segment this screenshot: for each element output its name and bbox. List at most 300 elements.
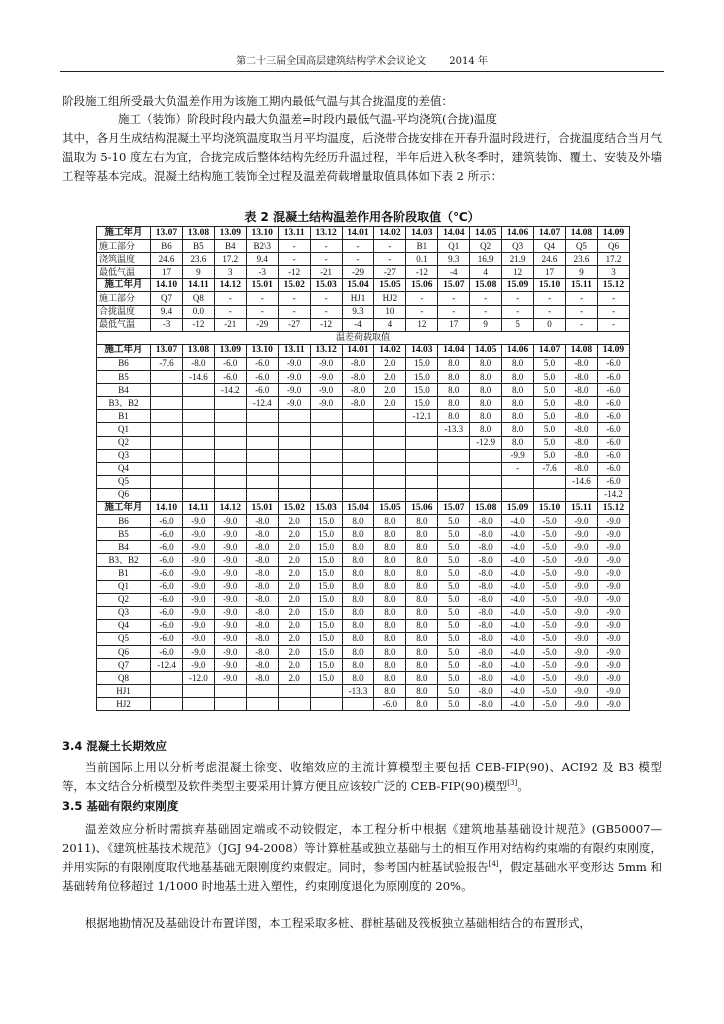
row-label: Q1 [97, 423, 151, 436]
row-label: 施工年月 [97, 344, 151, 357]
table-cell: 8.0 [406, 619, 438, 632]
table-row [97, 240, 630, 253]
table-cell [342, 436, 374, 449]
table-cell: - [214, 305, 246, 318]
table-cell: 8.0 [374, 646, 406, 659]
table-cell: -8.0 [470, 593, 502, 606]
table-cell: 0 [534, 318, 566, 331]
table-cell: 15.07 [438, 501, 470, 514]
table-cell: Q5 [565, 240, 597, 253]
table-cell: -14.2 [597, 488, 629, 501]
table-cell: 8.0 [374, 515, 406, 528]
table-cell: Q4 [534, 240, 566, 253]
page-header [60, 56, 664, 72]
table-cell: - [565, 318, 597, 331]
table-cell: 14.08 [565, 344, 597, 357]
table-cell: - [246, 305, 278, 318]
table-cell: -5.0 [534, 515, 566, 528]
table-cell: 15.0 [310, 659, 342, 672]
table-cell: -3 [246, 266, 278, 279]
table-cell: -6.0 [597, 449, 629, 462]
table-cell: 5.0 [438, 554, 470, 567]
table-cell: -8.0 [246, 646, 278, 659]
table-cell: 5.0 [534, 397, 566, 410]
table-cell: -5.0 [534, 528, 566, 541]
table-cell: Q7 [151, 292, 183, 305]
table-cell: -9.0 [565, 554, 597, 567]
table-cell: -6.0 [214, 357, 246, 370]
table-cell: 8.0 [374, 567, 406, 580]
table-cell: 14.07 [534, 227, 566, 240]
span-row [97, 331, 630, 344]
table-row [97, 266, 630, 279]
table-cell: -9.0 [182, 554, 214, 567]
table-cell: -9.0 [565, 541, 597, 554]
intro-line: 阶段施工组所受最大负温差作用为该施工期内最低气温与其合拢温度的差值： [62, 94, 453, 108]
table-cell: -6.0 [597, 357, 629, 370]
table-cell: 17 [151, 266, 183, 279]
table-cell: 24.6 [534, 253, 566, 266]
table-cell: 8.0 [438, 384, 470, 397]
table-cell: -6.0 [151, 619, 183, 632]
table-cell [438, 462, 470, 475]
table-cell: 15.0 [310, 580, 342, 593]
table-cell [278, 698, 310, 711]
table-cell [278, 423, 310, 436]
table-cell: -6.0 [246, 384, 278, 397]
table-cell: 17.2 [597, 253, 629, 266]
table-cell: 21.9 [502, 253, 534, 266]
table-row [97, 619, 630, 632]
table-cell [151, 384, 183, 397]
table-cell: 15.07 [438, 279, 470, 292]
table-cell: 14.04 [438, 344, 470, 357]
table-cell [534, 488, 566, 501]
table-cell: 2.0 [374, 371, 406, 384]
table-cell [151, 672, 183, 685]
table-cell [310, 423, 342, 436]
table-cell: -29 [246, 318, 278, 331]
table-cell: 8.0 [374, 619, 406, 632]
table-cell: 8.0 [406, 528, 438, 541]
table-cell: -9.0 [278, 384, 310, 397]
table-cell: 5.0 [438, 541, 470, 554]
table-cell [406, 436, 438, 449]
table-cell: 5.0 [438, 659, 470, 672]
table-cell: -8.0 [246, 659, 278, 672]
table-cell: 2.0 [278, 672, 310, 685]
table-row [97, 423, 630, 436]
table-cell: 8.0 [342, 515, 374, 528]
table-cell: -9.0 [565, 580, 597, 593]
table-cell: Q8 [182, 292, 214, 305]
row-label: HJ1 [97, 685, 151, 698]
table-cell [374, 423, 406, 436]
table-cell: 8.0 [342, 567, 374, 580]
table-cell: -9.0 [214, 632, 246, 645]
table-cell: 8.0 [374, 659, 406, 672]
table-header-row [97, 344, 630, 357]
table-cell: -21 [310, 266, 342, 279]
table-cell: - [534, 292, 566, 305]
table-cell [214, 397, 246, 410]
table-cell: 2.0 [278, 567, 310, 580]
table-cell: 17.2 [214, 253, 246, 266]
table-cell: 8.0 [406, 659, 438, 672]
table-cell: 5.0 [438, 580, 470, 593]
table-cell: 8.0 [374, 541, 406, 554]
table-cell: -14.6 [182, 371, 214, 384]
table-cell: 15.12 [597, 501, 629, 514]
table-cell: -6.0 [246, 357, 278, 370]
table-row [97, 593, 630, 606]
table-cell: -6.0 [374, 698, 406, 711]
row-label: B1 [97, 567, 151, 580]
table-cell: 14.02 [374, 344, 406, 357]
table-cell: -12 [278, 266, 310, 279]
table-cell: 3 [214, 266, 246, 279]
table-cell: 15.0 [310, 541, 342, 554]
section-3-4-title: 3.4 混凝土长期效应 [62, 739, 167, 753]
table-cell: 5.0 [438, 515, 470, 528]
table-cell: -6.0 [151, 554, 183, 567]
table-cell: - [310, 240, 342, 253]
table-cell: 14.11 [182, 501, 214, 514]
table-cell: 5.0 [438, 632, 470, 645]
table-cell: 5.0 [438, 698, 470, 711]
table-cell: 9 [565, 266, 597, 279]
table-cell [438, 436, 470, 449]
table-cell: 24.6 [151, 253, 183, 266]
table-cell: HJ1 [342, 292, 374, 305]
table-cell: - [278, 305, 310, 318]
table-cell: -9.0 [214, 606, 246, 619]
table-cell: - [438, 305, 470, 318]
table-cell: -5.0 [534, 685, 566, 698]
table-row [97, 685, 630, 698]
table-cell: 15.05 [374, 279, 406, 292]
table-cell: 15.04 [342, 279, 374, 292]
table-cell: -9.0 [214, 528, 246, 541]
table-cell [565, 488, 597, 501]
table-cell: 8.0 [374, 685, 406, 698]
table-cell: 15.03 [310, 501, 342, 514]
section-3-5-paragraph-2: 根据地勘情况及基础设计布置详图，本工程采取多桩、群桩基础及筏板独立基础相结合的布置形式， [85, 916, 591, 930]
table-cell: -4 [342, 318, 374, 331]
table-cell: -8.0 [246, 593, 278, 606]
table-cell: 8.0 [406, 515, 438, 528]
table-cell: -5.0 [534, 646, 566, 659]
table-cell: -6.0 [246, 371, 278, 384]
row-label: B6 [97, 357, 151, 370]
row-label: B3、B2 [97, 554, 151, 567]
table-cell: - [278, 240, 310, 253]
table-cell [374, 462, 406, 475]
table-cell: 15.05 [374, 501, 406, 514]
table-cell: 8.0 [342, 554, 374, 567]
table-cell: 14.09 [597, 344, 629, 357]
table-cell: -4.0 [502, 646, 534, 659]
table-cell [151, 397, 183, 410]
table-cell: -4.0 [502, 672, 534, 685]
table-row [97, 698, 630, 711]
table-cell: -6.0 [151, 646, 183, 659]
table-cell [182, 423, 214, 436]
table-row [97, 384, 630, 397]
table-cell: -8.0 [470, 698, 502, 711]
table-cell [406, 449, 438, 462]
table-cell: -9.0 [565, 672, 597, 685]
table-cell: 15.10 [534, 501, 566, 514]
table-cell: 15.0 [310, 632, 342, 645]
table-cell: 4 [470, 266, 502, 279]
table-cell: -4.0 [502, 580, 534, 593]
table-cell [151, 462, 183, 475]
table-cell: 14.04 [438, 227, 470, 240]
table-cell: -6.0 [597, 384, 629, 397]
table-cell: 14.01 [342, 227, 374, 240]
table-cell: - [502, 305, 534, 318]
table-cell [214, 423, 246, 436]
table-cell: 8.0 [502, 384, 534, 397]
table-cell: 15.0 [406, 371, 438, 384]
table-row [97, 515, 630, 528]
table-cell: -8.0 [470, 567, 502, 580]
table-cell [342, 698, 374, 711]
table-cell: -6.0 [151, 515, 183, 528]
table-cell: -9.0 [565, 646, 597, 659]
table-cell [342, 462, 374, 475]
table-cell: 13.10 [246, 227, 278, 240]
row-label: Q5 [97, 632, 151, 645]
table-cell [246, 488, 278, 501]
table-cell [151, 436, 183, 449]
table-cell: - [502, 462, 534, 475]
table-header-row [97, 227, 630, 240]
table-cell: 8.0 [342, 672, 374, 685]
table-cell [278, 488, 310, 501]
table-cell: -9.0 [214, 554, 246, 567]
table-cell: 8.0 [374, 528, 406, 541]
table-cell [246, 462, 278, 475]
table-row [97, 410, 630, 423]
table-row [97, 632, 630, 645]
table-cell: 8.0 [406, 632, 438, 645]
table-cell [310, 410, 342, 423]
table-row [97, 606, 630, 619]
table-cell: -9.0 [278, 371, 310, 384]
table-cell: -6.0 [597, 371, 629, 384]
table-cell: -6.0 [597, 436, 629, 449]
table-cell: -8.0 [470, 659, 502, 672]
table-cell [246, 685, 278, 698]
table-cell [310, 488, 342, 501]
table-cell [182, 436, 214, 449]
table-cell: - [597, 292, 629, 305]
table-cell: -4.0 [502, 515, 534, 528]
table-cell: 8.0 [374, 672, 406, 685]
table-cell: -6.0 [151, 593, 183, 606]
table-cell [246, 423, 278, 436]
table-cell: - [342, 240, 374, 253]
table-cell: -4 [438, 266, 470, 279]
table-cell: 8.0 [406, 593, 438, 606]
table-cell: -8.0 [470, 541, 502, 554]
table-cell: 2.0 [374, 397, 406, 410]
table-row [97, 580, 630, 593]
table-cell: 15.0 [310, 593, 342, 606]
table-cell: 15.0 [310, 606, 342, 619]
table-cell: -9.0 [182, 632, 214, 645]
table-row [97, 436, 630, 449]
table-cell: -9.0 [565, 528, 597, 541]
table-cell: -5.0 [534, 567, 566, 580]
table-cell: -9.0 [278, 397, 310, 410]
row-label: Q4 [97, 462, 151, 475]
table-cell: -8.0 [246, 672, 278, 685]
table-header-row [97, 279, 630, 292]
table-cell: 5.0 [534, 371, 566, 384]
table-cell: - [565, 305, 597, 318]
table-row [97, 253, 630, 266]
table-cell [278, 475, 310, 488]
row-label: B3、B2 [97, 397, 151, 410]
table-cell: 8.0 [406, 606, 438, 619]
table-cell: -8.0 [342, 371, 374, 384]
table-cell: 13.11 [278, 227, 310, 240]
table-cell: 12 [502, 266, 534, 279]
table-cell: 15.0 [310, 619, 342, 632]
conference-year: 2014 年 [449, 56, 488, 67]
row-label: 最低气温 [97, 318, 151, 331]
table-cell: -9.0 [597, 515, 629, 528]
table-cell: 12 [406, 318, 438, 331]
table-cell [310, 436, 342, 449]
table-cell: -8.0 [470, 528, 502, 541]
table-cell: 8.0 [502, 397, 534, 410]
table-cell: 15.0 [310, 554, 342, 567]
table-cell [214, 436, 246, 449]
table-cell: -27 [374, 266, 406, 279]
row-label: B4 [97, 384, 151, 397]
table-cell: -8.0 [470, 606, 502, 619]
table-cell: 5.0 [534, 436, 566, 449]
table-cell [278, 462, 310, 475]
table-cell: -4.0 [502, 593, 534, 606]
table-cell: -9.0 [214, 515, 246, 528]
table-cell [310, 449, 342, 462]
table-cell: 2.0 [278, 541, 310, 554]
table-cell: 15.01 [246, 501, 278, 514]
table-cell: 8.0 [342, 619, 374, 632]
table-cell: 14.06 [502, 227, 534, 240]
table-cell: -8.0 [470, 580, 502, 593]
table-cell: -12 [310, 318, 342, 331]
table-cell: -4.0 [502, 619, 534, 632]
table-cell: 14.11 [182, 279, 214, 292]
table-cell: 23.6 [182, 253, 214, 266]
table-cell: - [246, 292, 278, 305]
table-cell: 5.0 [534, 410, 566, 423]
table-cell: -9.0 [597, 541, 629, 554]
table-cell: 8.0 [342, 632, 374, 645]
table-cell: -8.0 [246, 606, 278, 619]
table-row [97, 305, 630, 318]
row-label: HJ2 [97, 698, 151, 711]
table-cell: 15.04 [342, 501, 374, 514]
table-row [97, 567, 630, 580]
table-cell: -5.0 [534, 541, 566, 554]
table-cell: B2\3 [246, 240, 278, 253]
table-cell: -8.0 [565, 436, 597, 449]
table-cell: Q6 [597, 240, 629, 253]
table-cell [214, 462, 246, 475]
table-cell: -8.0 [565, 397, 597, 410]
table-cell: 8.0 [470, 397, 502, 410]
table-cell: -5.0 [534, 632, 566, 645]
table-cell: 8.0 [374, 580, 406, 593]
table-cell: -8.0 [565, 423, 597, 436]
table-cell: -8.0 [246, 567, 278, 580]
table-cell: -4.0 [502, 659, 534, 672]
table-cell: - [310, 292, 342, 305]
table-cell: -9.0 [182, 541, 214, 554]
table-cell: 9 [470, 318, 502, 331]
table-cell: 14.05 [470, 227, 502, 240]
citation-4: [4] [488, 860, 499, 869]
table-cell: 5 [502, 318, 534, 331]
table-cell: 0.0 [182, 305, 214, 318]
table-cell: 2.0 [374, 357, 406, 370]
table-cell: -8.0 [565, 410, 597, 423]
table-cell: 5.0 [438, 685, 470, 698]
table-cell: 14.10 [151, 501, 183, 514]
table-cell: -12.4 [246, 397, 278, 410]
row-label: Q7 [97, 659, 151, 672]
table-cell: -9.0 [214, 567, 246, 580]
table-cell: -8.0 [246, 528, 278, 541]
table-cell [278, 685, 310, 698]
table-cell: 8.0 [374, 632, 406, 645]
table-cell: -4.0 [502, 567, 534, 580]
table-cell: 8.0 [406, 685, 438, 698]
table-cell: -9.0 [597, 619, 629, 632]
table-cell: 17 [438, 318, 470, 331]
table-cell: -9.0 [214, 593, 246, 606]
citation-3: [3] [507, 779, 518, 788]
table-cell: -6.0 [597, 475, 629, 488]
table-cell: 15.12 [597, 279, 629, 292]
table-cell: -8.0 [470, 646, 502, 659]
table-cell: -8.0 [470, 685, 502, 698]
table-row [97, 357, 630, 370]
table-row [97, 528, 630, 541]
table-cell [278, 410, 310, 423]
table-cell: -14.2 [214, 384, 246, 397]
table-cell: -8.0 [246, 632, 278, 645]
table-row [97, 292, 630, 305]
table-cell: 8.0 [502, 436, 534, 449]
table-cell: -5.0 [534, 659, 566, 672]
table-cell [182, 462, 214, 475]
table-cell: -9.0 [597, 567, 629, 580]
table-cell: 5.0 [438, 619, 470, 632]
table-cell [438, 449, 470, 462]
table-cell: - [470, 305, 502, 318]
table-cell: - [278, 292, 310, 305]
table-cell: 2.0 [278, 659, 310, 672]
table-cell: -8.0 [246, 515, 278, 528]
